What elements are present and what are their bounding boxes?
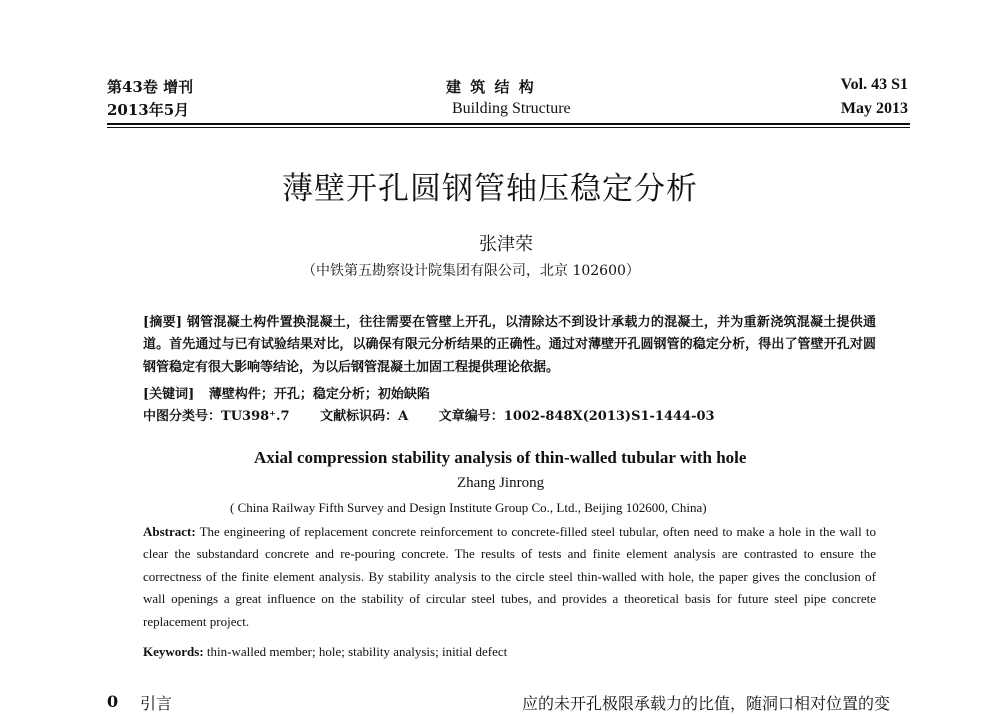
issue-cn: 第43卷 增刊 bbox=[107, 78, 194, 96]
header-rule-thin bbox=[107, 127, 910, 128]
journal-cn: 建 筑 结 构 bbox=[446, 78, 536, 96]
affiliation-cn: （中铁第五勘察设计院集团有限公司，北京 102600） bbox=[302, 263, 640, 279]
clc-code: TU398⁺.7 bbox=[221, 409, 290, 424]
abstract-cn-label: [摘要] bbox=[143, 315, 183, 330]
section-number: 0 bbox=[107, 692, 119, 711]
clc-label: 中图分类号： bbox=[143, 409, 222, 424]
abstract-en bbox=[143, 521, 876, 633]
keywords-cn bbox=[143, 384, 430, 406]
doc-code-label: 文献标识码： bbox=[320, 409, 399, 424]
keywords-en-label: Keywords: bbox=[143, 644, 204, 659]
volume-en: Vol. 43 S1 bbox=[840, 76, 908, 93]
affiliation-en: ( China Railway Fifth Survey and Design Institute Group Co., Ltd., Beijing 102600, China) bbox=[230, 500, 707, 515]
keywords-cn-label: [关键词] bbox=[143, 387, 195, 402]
paper-title-cn: 薄壁开孔圆钢管轴压稳定分析 bbox=[282, 171, 698, 207]
section-title: 引言 bbox=[140, 694, 173, 713]
body-right-column-line: 应的未开孔极限承载力的比值，随洞口相对位置的变 bbox=[522, 694, 891, 713]
article-no-label: 文章编号： bbox=[438, 409, 504, 424]
header-rule-thick bbox=[107, 123, 910, 125]
keywords-cn-text: 薄壁构件；开孔；稳定分析；初始缺陷 bbox=[208, 387, 430, 402]
date-cn: 2013年5月 bbox=[107, 101, 190, 119]
doc-code: A bbox=[398, 409, 409, 424]
author-cn: 张津荣 bbox=[479, 234, 533, 255]
abstract-cn bbox=[143, 312, 876, 379]
classification-line bbox=[143, 406, 715, 428]
date-en: May 2013 bbox=[840, 100, 908, 117]
article-no: 1002-848X(2013)S1-1444-03 bbox=[503, 409, 715, 424]
abstract-cn-text: 钢管混凝土构件置换混凝土，往往需要在管壁上开孔，以清除达不到设计承载力的混凝土，并为重新浇筑混凝土提供通道。首先通过与已有试验结果对比，以确保有限元分析结果的正确性。通过对薄壁开孔圆钢管的稳定分析，得出了管壁开孔对圆钢管稳定有很大影响等结论，为以后钢管混凝土加固工程提供理论依据。 bbox=[143, 315, 876, 375]
author-en: Zhang Jinrong bbox=[457, 475, 545, 491]
keywords-en bbox=[143, 644, 507, 660]
journal-en: Building Structure bbox=[452, 100, 571, 117]
abstract-en-text: The engineering of replacement concrete reinforcement to concrete-filled steel tubular, often need to make a hole in the wall to clear the substandard concrete and re-pouring concrete. The results of tests and finite element analysis are contrasted to ensure the correctness of the finite element analysis. By stability analysis to the circle steel thin-walled with hole, the paper gives the conclusion of wall openings a great influence on the stability of circular steel tubes, and provides a theoretical basis for future steel pipe concrete replacement project. bbox=[143, 524, 876, 629]
paper-title-en: Axial compression stability analysis of thin-walled tubular with hole bbox=[254, 448, 747, 467]
abstract-en-label: Abstract: bbox=[143, 524, 196, 539]
keywords-en-text: thin-walled member; hole; stability analysis; initial defect bbox=[206, 644, 508, 659]
